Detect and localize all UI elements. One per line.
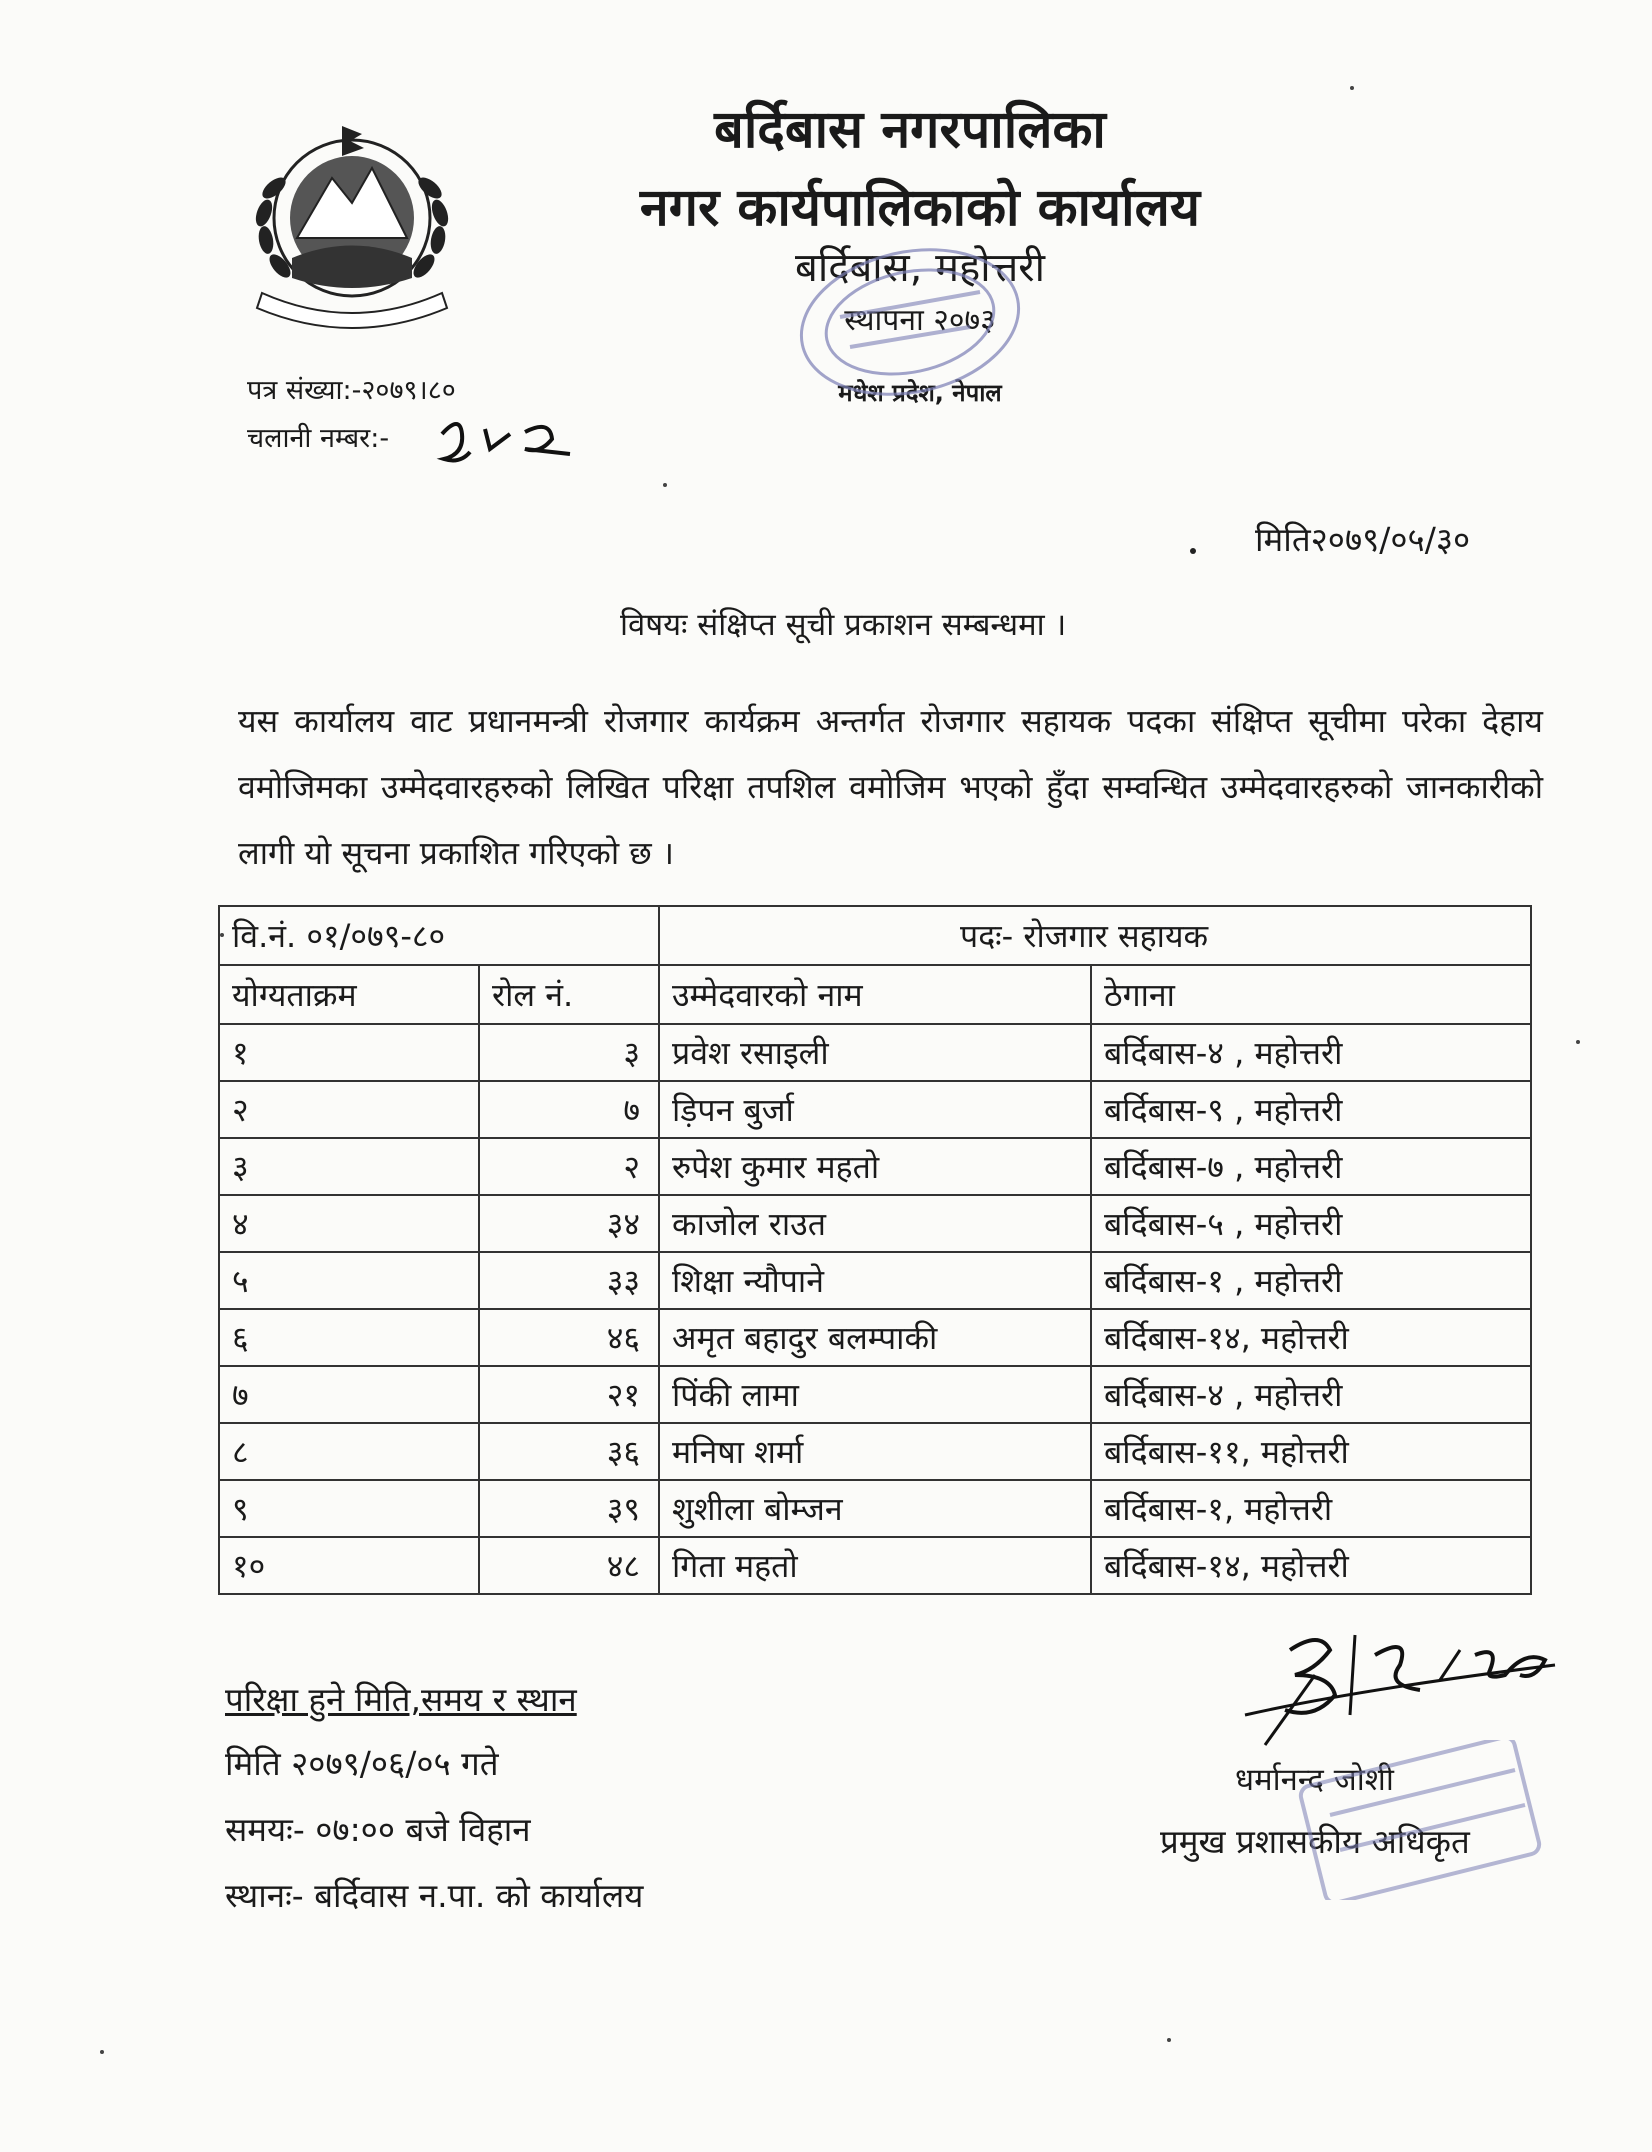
table-row — [219, 1252, 1531, 1309]
address-cell: बर्दिबास-१ , महोत्तरी — [1091, 1252, 1531, 1309]
col-header-name: उम्मेदवारको नाम — [659, 965, 1091, 1024]
table-row — [219, 1537, 1531, 1594]
roll-cell: ३३ — [479, 1252, 659, 1309]
name-cell: अमृत बहादुर बलम्पाकी — [659, 1309, 1091, 1366]
roll-cell: ७ — [479, 1081, 659, 1138]
table-header-row — [219, 965, 1531, 1024]
table-row — [219, 1366, 1531, 1423]
table-ad-row — [219, 906, 1531, 965]
name-cell: शुशीला बोम्जन — [659, 1480, 1091, 1537]
table-row — [219, 1138, 1531, 1195]
name-cell: रुपेश कुमार महतो — [659, 1138, 1091, 1195]
table-row — [219, 1309, 1531, 1366]
roll-cell: ४८ — [479, 1537, 659, 1594]
signatory-name: धर्मानन्द जोशी — [1235, 1762, 1394, 1798]
rank-cell: ७ — [219, 1366, 479, 1423]
municipality-title: बर्दिबास नगरपालिका — [714, 100, 1106, 160]
name-cell: प्रवेश रसाइली — [659, 1024, 1091, 1081]
post-title: पदः- रोजगार सहायक — [659, 906, 1531, 965]
reference-number: पत्र संख्या:-२०७९।८० — [247, 375, 456, 406]
roll-cell: २ — [479, 1138, 659, 1195]
handwritten-signature-icon — [1235, 1595, 1565, 1755]
exam-details-heading: परिक्षा हुने मिति,समय र स्थान — [225, 1680, 577, 1719]
name-cell: काजोल राउत — [659, 1195, 1091, 1252]
col-header-rank: योग्यताक्रम — [219, 965, 479, 1024]
address-cell: बर्दिबास-१४, महोत्तरी — [1091, 1309, 1531, 1366]
rank-cell: ९ — [219, 1480, 479, 1537]
rank-cell: १ — [219, 1024, 479, 1081]
officer-stamp-icon — [1290, 1740, 1550, 1900]
address-cell: बर्दिबास-४ , महोत्तरी — [1091, 1366, 1531, 1423]
letter-body: यस कार्यालय वाट प्रधानमन्त्री रोजगार कार्यक्रम अन्तर्गत रोजगार सहायक पदका संक्षिप्त सूचीमा परेका देहाय वमोजिमका उम्मेदवारहरुको लिखित परिक्षा तपशिल वमोजिम भएको हुँदा सम्वन्धित उम्मेदवारहरुको जानकारीको लागी यो सूचना प्रकाशित गरिएको छ । — [238, 702, 1543, 872]
scan-speck — [1167, 2038, 1171, 2042]
address-cell: बर्दिबास-४ , महोत्तरी — [1091, 1024, 1531, 1081]
nepal-emblem-icon — [222, 108, 482, 338]
office-location: बर्दिबास, महोत्तरी — [795, 245, 1045, 291]
col-header-roll: रोल नं. — [479, 965, 659, 1024]
signatory-title: प्रमुख प्रशासकीय अधिकृत — [1160, 1822, 1470, 1861]
scan-speck — [663, 483, 667, 487]
name-cell: मनिषा शर्मा — [659, 1423, 1091, 1480]
address-cell: बर्दिबास-११, महोत्तरी — [1091, 1423, 1531, 1480]
established-year: स्थापना २०७३ — [844, 303, 996, 338]
name-cell: शिक्षा न्यौपाने — [659, 1252, 1091, 1309]
shortlist-table — [218, 905, 1532, 1595]
roll-cell: २१ — [479, 1366, 659, 1423]
address-cell: बर्दिबास-७ , महोत्तरी — [1091, 1138, 1531, 1195]
ad-number: वि.नं. ०१/०७९-८० — [219, 906, 659, 965]
rank-cell: ६ — [219, 1309, 479, 1366]
exam-venue: स्थानः- बर्दिवास न.पा. को कार्यालय — [225, 1876, 644, 1915]
table-row — [219, 1423, 1531, 1480]
table-row — [219, 1081, 1531, 1138]
name-cell: गिता महतो — [659, 1537, 1091, 1594]
roll-cell: ४६ — [479, 1309, 659, 1366]
address-cell: बर्दिबास-१४, महोत्तरी — [1091, 1537, 1531, 1594]
rank-cell: ५ — [219, 1252, 479, 1309]
exam-time: समयः- ०७:०० बजे विहान — [225, 1810, 531, 1849]
table-row — [219, 1024, 1531, 1081]
letter-subject: विषयः संक्षिप्त सूची प्रकाशन सम्बन्धमा । — [620, 607, 1067, 643]
address-cell: बर्दिबास-५ , महोत्तरी — [1091, 1195, 1531, 1252]
col-header-address: ठेगाना — [1091, 965, 1531, 1024]
scan-speck — [1576, 1040, 1580, 1044]
rank-cell: २ — [219, 1081, 479, 1138]
roll-cell: ३४ — [479, 1195, 659, 1252]
rank-cell: ८ — [219, 1423, 479, 1480]
letter-date: मिति२०७९/०५/३० — [1255, 520, 1471, 559]
exam-date: मिति २०७९/०६/०५ गते — [225, 1744, 499, 1783]
rank-cell: ४ — [219, 1195, 479, 1252]
table-row — [219, 1195, 1531, 1252]
address-cell: बर्दिबास-९ , महोत्तरी — [1091, 1081, 1531, 1138]
name-cell: पिंकी लामा — [659, 1366, 1091, 1423]
scan-speck — [1350, 86, 1354, 90]
office-stamp-icon — [770, 232, 1050, 432]
scan-speck — [220, 933, 224, 937]
dispatch-number-label: चलानी नम्बर:- — [247, 423, 390, 454]
rank-cell: ३ — [219, 1138, 479, 1195]
scan-speck — [100, 2050, 104, 2054]
address-cell: बर्दिबास-१, महोत्तरी — [1091, 1480, 1531, 1537]
roll-cell: ३९ — [479, 1480, 659, 1537]
handwritten-dispatch-number-icon — [430, 404, 580, 474]
name-cell: ड़िपन बुर्जा — [659, 1081, 1091, 1138]
roll-cell: ३ — [479, 1024, 659, 1081]
dot-mark — [1190, 548, 1196, 554]
table-row — [219, 1480, 1531, 1537]
province-line: मधेश प्रदेश, नेपाल — [838, 379, 1002, 407]
rank-cell: १० — [219, 1537, 479, 1594]
office-title: नगर कार्यपालिकाको कार्यालय — [639, 178, 1201, 238]
roll-cell: ३६ — [479, 1423, 659, 1480]
